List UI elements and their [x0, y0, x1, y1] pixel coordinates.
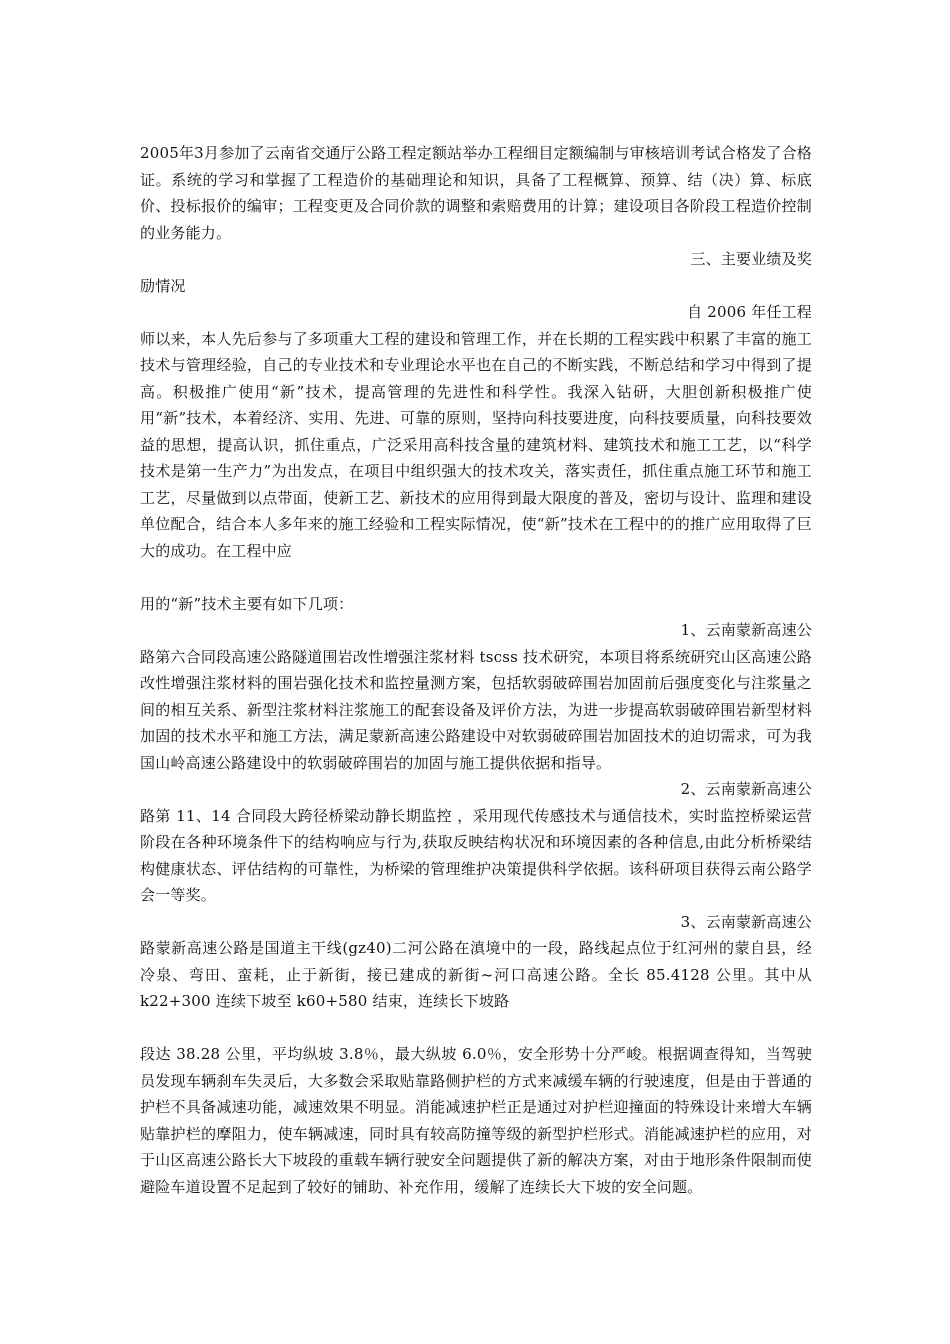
- item-3-lead: 3、云南蒙新高速公: [680, 912, 812, 931]
- page-gap: [140, 1015, 812, 1042]
- paragraph-new-tech-intro: 用的“新”技术主要有如下几项：: [140, 594, 354, 613]
- document-page: [140, 140, 812, 1200]
- item-3-body: 路蒙新高速公路是国道主干线(gz40)二河公路在滇境中的一段，路线起点位于红河州的蒙自县，经冷泉、弯田、蛮耗，止于新街，接已建成的新街~河口高速公路。全长 85.4128 公里。其中从 k22+300 连续下坡至 k60+580 结束，连续长下坡路: [140, 939, 812, 1010]
- item-2-body: 路第 11、14 合同段大跨径桥梁动静长期监控 ，采用现代传感技术与通信技术，实时监控桥梁运营阶段在各种环境条件下的结构响应与行为,获取反映结构状况和环境因素的各种信息,由此分析桥梁结构健康状态、评估结构的可靠性，为桥梁的管理维护决策提供科学依据。该科研项目获得云南公路学会一等奖。: [140, 806, 812, 904]
- section-heading-part1: 三、主要业绩及奖: [690, 250, 812, 268]
- section-heading-part2: 励情况: [140, 276, 186, 295]
- paragraph-experience-body: 师以来，本人先后参与了多项重大工程的建设和管理工作，并在长期的工程实践中积累了丰富的施工技术与管理经验，自己的专业技术和专业理论水平也在自己的不断实践，不断总结和学习中得到了提高。积极推广使用“新”技术，提高管理的先进性和科学性。我深入钻研，大胆创新积极推广使用“新”技术，本着经济、实用、先进、可靠的原则，坚持向科技要进度，向科技要质量，向科技要效益的思想，提高认识，抓住重点，广泛采用高科技含量的建筑材料、建筑技术和施工工艺，以“科学技术是第一生产力”为出发点，在项目中组织强大的技术攻关，落实责任，抓住重点施工环节和施工工艺，尽量做到以点带面，使新工艺、新技术的应用得到最大限度的普及，密切与设计、监理和建设单位配合，结合本人多年来的施工经验和工程实际情况，使“新”技术在工程中的的推广应用取得了巨大的成功。在工程中应: [140, 329, 812, 560]
- paragraph-training: 2005年3月参加了云南省交通厅公路工程定额站举办工程细目定额编制与审核培训考试合格发了合格证。系统的学习和掌握了工程造价的基础理论和知识，具备了工程概算、预算、结（决）算、标底价、投标报价的编审；工程变更及合同价款的调整和索赔费用的计算；建设项目各阶段工程造价控制的业务能力。: [140, 144, 812, 242]
- page-gap: [140, 564, 812, 591]
- paragraph-experience-lead: 自 2006 年任工程: [687, 303, 812, 321]
- item-1-body: 路第六合同段高速公路隧道围岩改性增强注浆材料 tscss 技术研究，本项目将系统研究山区高速公路改性增强注浆材料的围岩强化技术和监控量测方案，包括软弱破碎围岩加固前后强度变化与注浆量之间的相互关系、新型注浆材料注浆施工的配套设备及评价方法，为进一步提高软弱破碎围岩新型材料加固的技术水平和施工方法，满足蒙新高速公路建设中对软弱破碎围岩加固技术的迫切需求，可为我国山岭高速公路建设中的软弱破碎围岩的加固与施工提供依据和指导。: [140, 647, 812, 772]
- item-1-lead: 1、云南蒙新高速公: [680, 621, 812, 639]
- item-2-lead: 2、云南蒙新高速公: [680, 780, 812, 798]
- paragraph-guardrail: 段达 38.28 公里，平均纵坡 3.8％，最大纵坡 6.0％，安全形势十分严峻。根据调查得知，当驾驶员发现车辆刹车失灵后，大多数会采取贴靠路侧护栏的方式来减缓车辆的行驶速度，但是由于普通的护栏不具备减速功能，减速效果不明显。消能减速护栏正是通过对护栏迎撞面的特殊设计来增大车辆贴靠护栏的摩阻力，使车辆减速，同时具有较高防撞等级的新型护栏形式。消能减速护栏的应用，对于山区高速公路长大下坡段的重载车辆行驶安全问题提供了新的解决方案，对由于地形条件限制而使避险车道设置不足起到了较好的铺助、补充作用，缓解了连续长大下坡的安全问题。: [140, 1045, 812, 1196]
